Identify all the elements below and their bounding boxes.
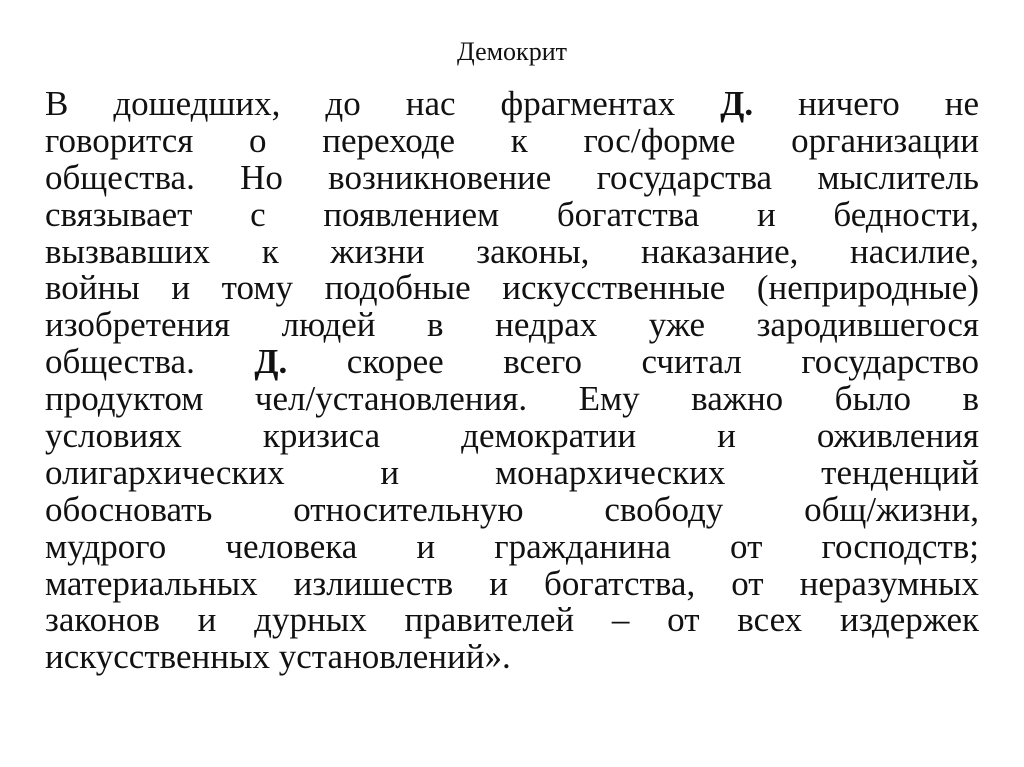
text-line-4: связывает с появлением богатства и бедности, bbox=[45, 194, 979, 234]
text-line-9: продуктом чел/установления. Ему важно было в bbox=[45, 379, 979, 419]
text-line-6: войны и тому подобные искусственные (неприродные) bbox=[45, 268, 979, 308]
text-line-14: материальных излишеств и богатства, от неразумных bbox=[45, 563, 979, 603]
text-line-10: условиях кризиса демократии и оживления bbox=[45, 416, 979, 456]
text-line-11: олигархических и монархических тенденций bbox=[45, 452, 979, 492]
author-abbreviation: Д. bbox=[254, 342, 288, 382]
text-line-1 bbox=[45, 86, 979, 123]
text-line-15: законов и дурных правителей – от всех издержек bbox=[45, 600, 979, 640]
text-line-13: мудрого человека и гражданина от господств; bbox=[45, 526, 979, 566]
text-segment: ничего не bbox=[753, 84, 979, 123]
text-line-7: изобретения людей в недрах уже зародившегося bbox=[45, 305, 979, 345]
text-line-12: обосновать относительную свободу общ/жизни, bbox=[45, 489, 979, 529]
slide-title: Демокрит bbox=[457, 37, 567, 66]
text-line-2: говорится о переходе к гос/форме организации bbox=[45, 120, 979, 160]
text-line-8 bbox=[45, 344, 979, 381]
text-line-16: искусственных установлений». bbox=[45, 637, 511, 677]
text-segment: скорее всего считал государство bbox=[287, 342, 980, 382]
text-line-3: общества. Но возникновение государства мыслитель bbox=[45, 157, 979, 197]
body-paragraph bbox=[45, 86, 979, 676]
author-abbreviation: Д. bbox=[720, 84, 754, 123]
text-line-5: вызвавших к жизни законы, наказание, насилие, bbox=[45, 231, 979, 271]
text-segment: общества. bbox=[45, 342, 255, 382]
text-segment: В дошедших, до нас фрагментах bbox=[45, 84, 721, 123]
